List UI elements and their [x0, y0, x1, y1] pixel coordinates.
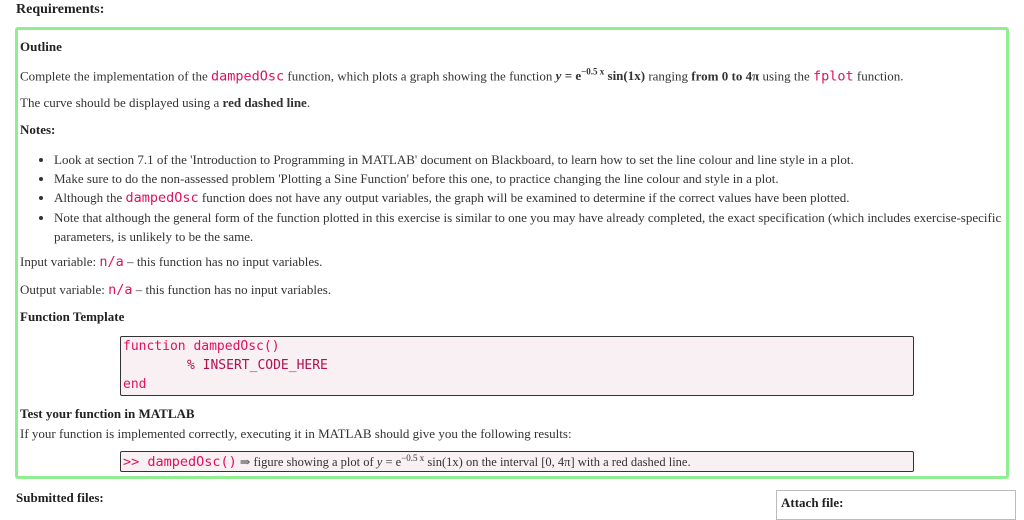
- function-template-code-box: [120, 336, 914, 396]
- notes-heading: Notes:: [20, 122, 56, 137]
- outline-line-2: The curve should be displayed using a red dashed line.: [20, 95, 311, 110]
- attach-file-label: Attach file:: [781, 495, 844, 510]
- input-variable-line: Input variable: n/a – this function has no input variables.: [20, 254, 323, 270]
- outline-heading: Outline: [20, 39, 62, 54]
- function-name-code: dampedOsc: [210, 68, 285, 85]
- list-item: • Make sure to do the non-assessed problem 'Plotting a Sine Function' before this one, to practice changing the line colour and style in a plot.: [54, 169, 1014, 188]
- output-variable-line: Output variable: n/a – this function has no input variables.: [20, 282, 332, 298]
- list-item: • Although the dampedOsc function does not have any output variables, the graph will be examined to determine if the correct values have been plotted.: [54, 188, 1014, 208]
- list-item: • Note that although the general form of the function plotted in this exercise is similar to one you may have already completed, the exact specification (which includes exercise-specific parameters, is unlikely to be the same.: [54, 208, 1014, 246]
- code-line: function dampedOsc(): [123, 339, 280, 354]
- test-command: >> dampedOsc(): [123, 454, 237, 471]
- notes-list: [36, 150, 1014, 246]
- requirements-heading: Requirements:: [16, 2, 105, 17]
- test-description: If your function is implemented correctly, executing it in MATLAB should give you the following results:: [20, 426, 572, 441]
- test-result-box: >> dampedOsc() ⇒ figure showing a plot of $y = e^{-0.5 x}$ sin(1x) on the interval [0, 4π] with a red dashed line.: [120, 451, 914, 472]
- function-name-code: dampedOsc: [125, 190, 199, 206]
- requirements-panel: [15, 27, 1009, 479]
- fplot-code: fplot: [813, 68, 854, 85]
- attach-file-box[interactable]: [776, 490, 1016, 520]
- list-item: • Look at section 7.1 of the 'Introduction to Programming in MATLAB' document on Blackboard, to learn how to set the line colour and line style in a plot.: [54, 150, 1014, 169]
- code-comment: % INSERT_CODE_HERE: [187, 358, 328, 373]
- outline-line-1: Complete the implementation of the dampedOsc function, which plots a graph showing the function $y = e^{-0.5 x}$ sin(1x) ranging from 0 to 4π using the fplot function.: [20, 67, 904, 85]
- test-heading: Test your function in MATLAB: [20, 406, 195, 421]
- submitted-files-label: Submitted files:: [16, 490, 104, 505]
- code-line: end: [123, 377, 147, 392]
- function-template-heading: Function Template: [20, 309, 125, 324]
